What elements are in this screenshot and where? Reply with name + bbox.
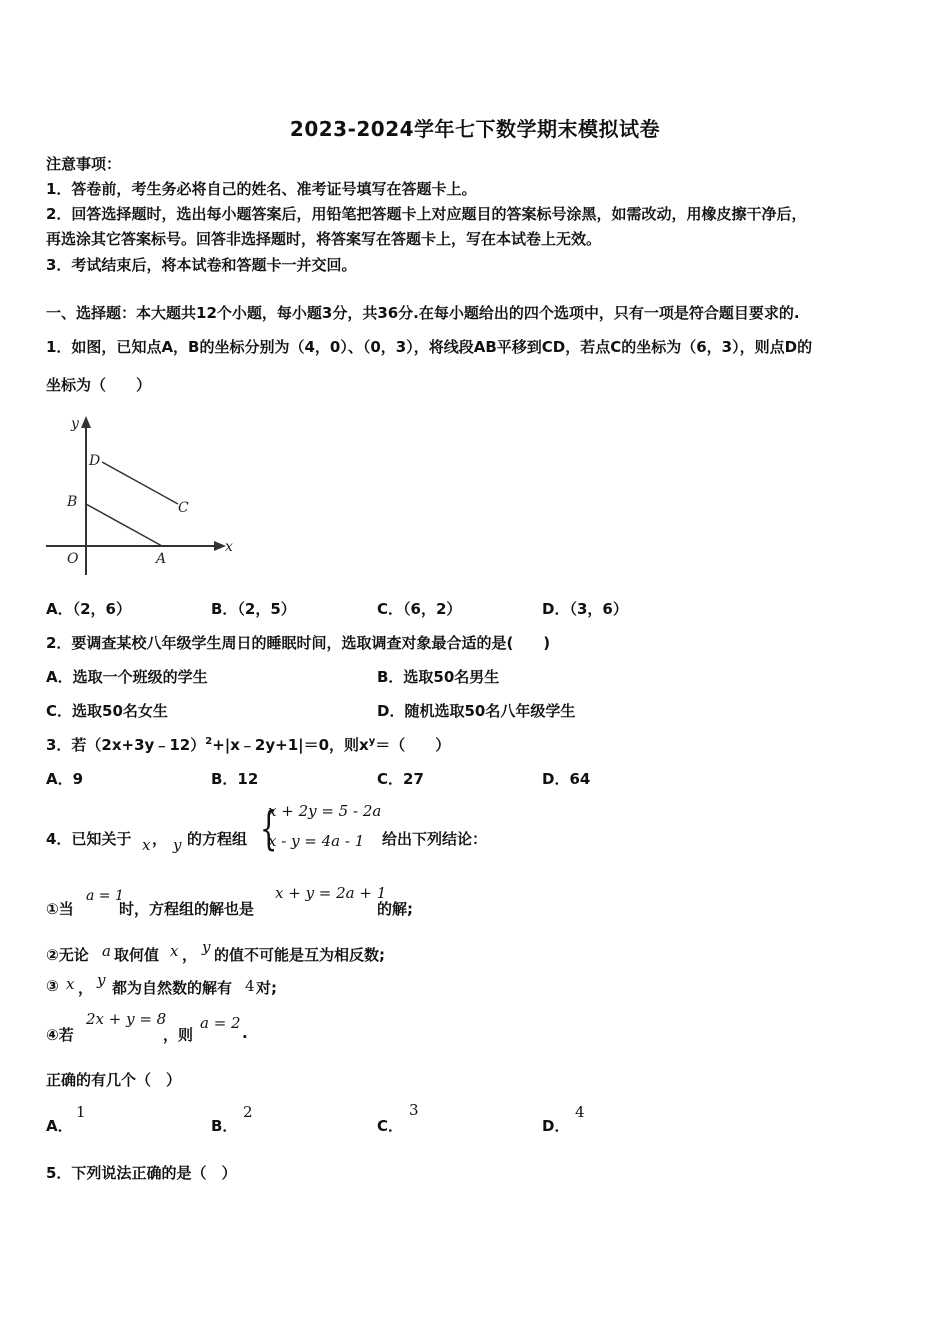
q2-option-d[interactable]: D．随机选取50名八年级学生: [377, 702, 576, 720]
q4-c2-end: 的值不可能是互为相反数;: [214, 946, 385, 964]
q4-conclusion-4: ④若: [46, 1026, 74, 1044]
label-o: O: [67, 551, 79, 567]
notice-item-2b: 再选涂其它答案标号。回答非选择题时，将答案写在答题卡上，写在本试卷上无效。: [46, 230, 602, 248]
label-y: y: [71, 416, 79, 432]
q1-stem-b: 坐标为（ ）: [46, 376, 152, 394]
q4-comma: ，: [152, 830, 168, 848]
q4-option-d-value: 4: [575, 1103, 585, 1121]
q4-c1-end: 的解;: [377, 900, 413, 918]
q4-option-a-value: 1: [76, 1103, 86, 1121]
q2-stem: 2．要调查某校八年级学生周日的睡眠时间，选取调查对象最合适的是( ): [46, 634, 551, 652]
notice-heading: 注意事项：: [46, 155, 122, 173]
q3-option-b[interactable]: B．12: [211, 770, 259, 788]
q4-c1-eq: x + y = 2a + 1: [275, 884, 387, 902]
q5-stem: 5．下列说法正确的是（ ）: [46, 1164, 237, 1182]
q4-c4-eq-1: 2x + y = 8: [86, 1010, 167, 1028]
label-a: A: [156, 551, 167, 567]
q2-option-a[interactable]: A．选取一个班级的学生: [46, 668, 208, 686]
q4-option-c-value: 3: [409, 1101, 419, 1119]
q4-system-brace: {: [259, 801, 278, 855]
q2-option-c[interactable]: C．选取50名女生: [46, 702, 168, 720]
q4-eq-1: x + 2y = 5 - 2a: [268, 802, 382, 820]
q1-stem-a: 1．如图，已知点A，B的坐标分别为（4，0）、（0，3），将线段AB平移到CD，若点C的坐标为（6，3），则点D的: [46, 338, 813, 356]
q4-conclusion-3: ③: [46, 977, 59, 995]
q4-c3-count: 4: [245, 977, 255, 995]
q3-option-c[interactable]: C．27: [377, 770, 424, 788]
q4-c4-eq-2: a = 2: [200, 1014, 241, 1032]
label-c: C: [178, 500, 189, 516]
q2-option-b[interactable]: B．选取50名男生: [377, 668, 500, 686]
q4-ask: 正确的有几个（ ）: [46, 1071, 182, 1089]
q4-c2-var-x: x: [170, 942, 179, 960]
segment-ab: [86, 504, 162, 546]
q4-c1-text: 时，方程组的解也是: [119, 900, 255, 918]
q4-c3-var-y: y: [97, 971, 106, 989]
q4-c2-var-y: y: [202, 938, 211, 956]
q4-conclusion-2: ②无论: [46, 946, 89, 964]
q1-option-c[interactable]: C．（6，2）: [377, 600, 462, 618]
q4-c3-comma: ，: [78, 979, 94, 997]
label-x: x: [225, 539, 233, 555]
q1-option-b[interactable]: B．（2，5）: [211, 600, 296, 618]
q4-c4-text: ，则: [163, 1026, 194, 1044]
q4-eq-2: x - y = 4a - 1: [268, 832, 365, 850]
q4-stem-a: 4．已知关于: [46, 830, 132, 848]
q3-stem: 3．若（2x+3y﹣12）$^2$+|x﹣2y+1|＝0，则$x^y=$（ ）: [46, 736, 451, 754]
q3-option-a[interactable]: A．9: [46, 770, 84, 788]
q3-option-d[interactable]: D．64: [542, 770, 591, 788]
q4-option-a[interactable]: A．: [46, 1117, 73, 1135]
q4-option-d[interactable]: D．: [542, 1117, 570, 1135]
q4-c2-var-a: a: [102, 942, 111, 960]
q4-option-c[interactable]: C．: [377, 1117, 404, 1135]
q1-coordinate-figure: [42, 412, 242, 584]
segment-cd: [102, 462, 178, 504]
q4-stem-c: 给出下列结论：: [382, 830, 488, 848]
q4-stem-b: 的方程组: [187, 830, 248, 848]
q4-c1-a-eq-1: a = 1: [86, 888, 124, 904]
section-heading: 一、选择题：本大题共12个小题，每小题3分，共36分.在每小题给出的四个选项中，只有一项是符合题目要求的.: [46, 304, 800, 322]
q4-option-b[interactable]: B．: [211, 1117, 238, 1135]
label-d: D: [89, 453, 101, 469]
q4-c2-text: 取何值: [114, 946, 160, 964]
q4-c4-end: .: [242, 1024, 248, 1042]
notice-item-2a: 2．回答选择题时，选出每小题答案后，用铅笔把答题卡上对应题目的答案标号涂黑，如需改动，用橡皮擦干净后，: [46, 205, 807, 223]
label-b: B: [67, 494, 78, 510]
q4-c3-end: 对;: [256, 979, 277, 997]
q4-var-y: y: [173, 836, 182, 854]
notice-item-1: 1．答卷前，考生务必将自己的姓名、准考证号填写在答题卡上。: [46, 180, 477, 198]
q4-option-b-value: 2: [243, 1103, 253, 1121]
q4-c3-var-x: x: [66, 975, 75, 993]
q4-c2-comma: ，: [182, 946, 198, 964]
q1-option-d[interactable]: D．（3，6）: [542, 600, 628, 618]
q4-var-x: x: [142, 836, 151, 854]
notice-item-3: 3．考试结束后，将本试卷和答题卡一并交回。: [46, 256, 357, 274]
q4-c3-text: 都为自然数的解有: [112, 979, 233, 997]
q4-conclusion-1: ①当: [46, 900, 74, 918]
q1-option-a[interactable]: A．（2，6）: [46, 600, 131, 618]
y-axis-arrow: [81, 416, 91, 428]
page-title: 2023-2024学年七下数学期末模拟试卷: [289, 117, 661, 141]
